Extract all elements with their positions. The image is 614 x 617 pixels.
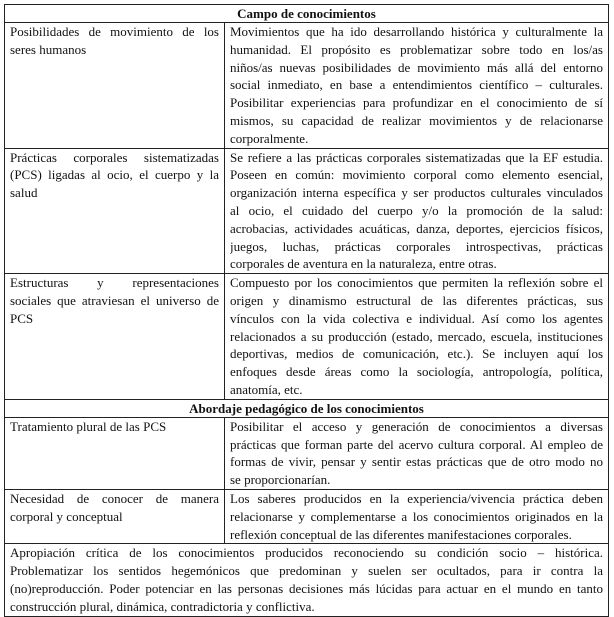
topic-line: salud [10,185,38,201]
row-description [225,23,609,149]
topic-line: seres humanos [10,41,87,57]
description-line: Posibilitar el acceso y generación de conocimientos a diversas [230,418,603,434]
topic-line: Necesidad de conocer de manera [10,490,219,506]
description-line: mismos, su capacidad de realizar movimientos y de relacionarse [230,112,603,128]
description-line: corporales de aventura en la naturaleza, entre otras. [230,256,497,272]
description-line: formas de vivir, pensar y sentir estas prácticas que de otro modo no [230,454,603,470]
topic-line: Tratamiento plural de las PCS [10,418,167,434]
table-row [5,417,609,489]
row-description [225,148,609,274]
description-line: Movimientos que ha ido desarrollando histórica y culturalmente la [230,24,603,39]
row-description [225,489,609,543]
row-topic [5,489,225,543]
description-line: Poseen en común: movimiento corporal como elemento esencial, [230,167,603,183]
description-line: deportivas, medios de comunicación, etc.). Se incluyen aquí los [230,346,603,362]
topic-line: (PCS) ligadas al ocio, el cuerpo y la [10,167,219,183]
description-line: Los saberes producidos en la experiencia/vivencia práctica deben [230,490,603,506]
row-description [225,274,609,400]
description-line: Compuesto por los conocimientos que permiten la reflexión sobre el [230,275,603,291]
knowledge-table [4,4,609,617]
description-line: organización interna específica y ser productos culturales vinculados [230,185,603,201]
row-topic [5,23,225,149]
row-topic [5,417,225,489]
description-line: relacionados a su producción (estado, mercado, escuela, instituciones [230,328,603,344]
table-row [5,489,609,543]
topic-line: Estructuras y representaciones [10,275,219,291]
description-line: acrobacias, actividades acuáticas, danza, deportes, ejercicios físicos, [230,220,603,236]
row-description [225,417,609,489]
description-line: juegos, luchas, prácticas corporales introspectivas, prácticas [230,238,603,254]
topic-line: sociales que atraviesan el universo de [10,292,219,308]
table-row [5,148,609,274]
table-row [5,274,609,400]
description-line: social inmediato, en base a entendimientos científico – culturales. [230,77,603,93]
description-line: prácticas que forman parte del acervo cultura corporal. Al empleo de [230,436,603,452]
description-line: al ocio, el cuidado del cuerpo y/o la promoción de la salud: [230,202,603,218]
description-line: reflexión conceptual de las diferentes manifestaciones corporales. [230,526,572,542]
description-line: relacionarse y complementarse a los conocimientos originados en la [230,508,603,524]
row-topic [5,274,225,400]
table-row [5,23,609,149]
description-line: corporalmente. [230,130,309,146]
footer-line: Apropiación crítica de los conocimientos producidos reconociendo su condición socio – histórica. [10,545,603,561]
section-heading: Campo de conocimientos [5,5,609,23]
row-topic [5,148,225,274]
footer-line: (no)reproducción. Poder potenciar en las personas decisiones más lúcidas para actuar en el mundo en tanto [10,580,603,596]
footer-text [5,544,609,616]
description-line: origen y dinamismo estructural de las diferentes prácticas, sus [230,292,603,308]
footer-row [5,544,609,616]
description-line: humanidad. El propósito es problematizar sobre todo en los/as [230,41,603,57]
description-line: se proporcionarían. [230,472,331,488]
description-line: vínculos con la vida colectiva e individual. Así como los agentes [230,310,603,326]
section-heading-row [5,5,609,23]
description-line: Posibilitar experiencias para profundizar en el conocimiento de sí [230,95,603,111]
topic-line: Posibilidades de movimiento de los [10,24,219,39]
description-line: enfoques desde áreas como la sociología, antropología, política, [230,364,603,380]
topic-line: corporal y conceptual [10,508,123,524]
section-heading-row [5,399,609,417]
topic-line: Prácticas corporales sistematizadas [10,149,219,165]
description-line: niños/as nuevas posibilidades de movimiento más allá del entorno [230,59,603,75]
footer-line: construcción plural, dinámica, contradictoria y conflictiva. [10,598,315,614]
description-line: anatomía, etc. [230,381,303,397]
description-line: Se refiere a las prácticas corporales sistematizadas que la EF estudia. [230,149,603,165]
topic-line: PCS [10,310,34,326]
footer-line: Problematizar los sentidos hegemónicos que predominan y suelen ser ocultados, para ir contra la [10,563,603,579]
section-heading: Abordaje pedagógico de los conocimientos [5,399,609,417]
